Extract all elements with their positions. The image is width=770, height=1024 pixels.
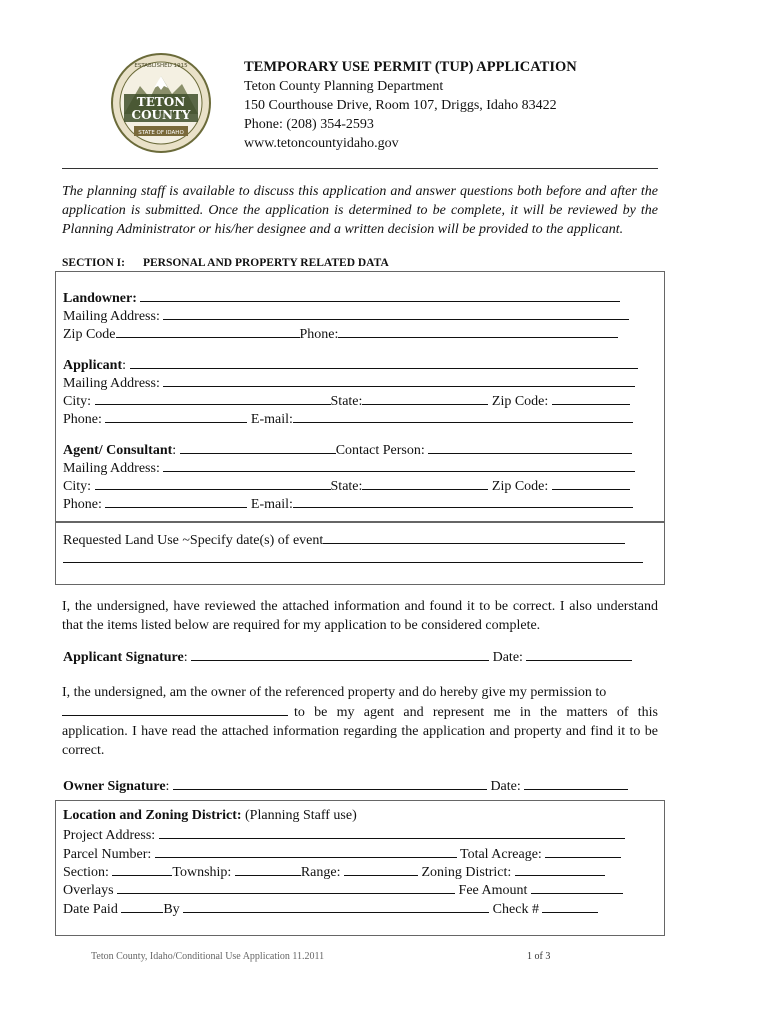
applicant-signature-colon: : <box>183 650 188 665</box>
landowner-label: Landowner: <box>63 291 137 306</box>
applicant-phone-label: Phone: <box>63 412 102 427</box>
applicant-mailing-label: Mailing Address: <box>63 376 160 391</box>
parcel-row <box>63 844 621 864</box>
header-divider <box>62 168 658 169</box>
landowner-mailing-label: Mailing Address: <box>63 309 160 324</box>
project-address-field[interactable] <box>159 825 625 839</box>
overlays-field[interactable] <box>117 880 455 894</box>
agent-state-field[interactable] <box>362 476 488 490</box>
intro-paragraph: The planning staff is available to discuss this application and answer questions both before and after the application is submitted. Once the application is determined to be complete, it will be reviewed by the Planning Administrator or his/her designee and a written decision will be provided to the applicant. <box>62 184 658 237</box>
agent-label: Agent/ Consultant <box>63 443 173 458</box>
date-paid-row <box>63 899 598 919</box>
applicant-signature-row <box>63 647 632 667</box>
applicant-state-field[interactable] <box>362 391 488 405</box>
owner-signature-row <box>63 776 628 796</box>
date-paid-field[interactable] <box>121 899 163 913</box>
by-field[interactable] <box>183 899 489 913</box>
applicant-zip-field[interactable] <box>552 391 630 405</box>
owner-date-label: Date: <box>490 779 521 794</box>
overlays-row <box>63 880 623 900</box>
zoning-title: Location and Zoning District: <box>63 808 242 823</box>
agent-name-field[interactable] <box>62 702 288 716</box>
section-number: SECTION I: <box>62 257 125 269</box>
landowner-zip-field[interactable] <box>116 324 300 338</box>
dept-address: 150 Courthouse Drive, Room 107, Driggs, Idaho 83422 <box>244 98 557 113</box>
agent-email-label: E-mail: <box>250 497 293 512</box>
zoning-district-label: Zoning District: <box>421 865 512 880</box>
range-field[interactable] <box>344 862 418 876</box>
applicant-state-label: State: <box>330 394 363 409</box>
agent-mailing-field[interactable] <box>163 458 635 472</box>
contact-person-field[interactable] <box>428 440 632 454</box>
applicant-label: Applicant <box>63 358 123 373</box>
applicant-phone-field[interactable] <box>105 409 247 423</box>
township-field[interactable] <box>235 862 301 876</box>
agent-mailing-label: Mailing Address: <box>63 461 160 476</box>
seal-state: STATE OF IDAHO <box>138 130 184 136</box>
landowner-phone-label: Phone: <box>299 327 339 342</box>
form-title: TEMPORARY USE PERMIT (TUP) APPLICATION <box>244 59 577 75</box>
project-address-row <box>63 825 625 845</box>
agent-mailing-row <box>63 458 635 478</box>
applicant-date-field[interactable] <box>526 647 632 661</box>
applicant-email-label: E-mail: <box>250 412 293 427</box>
overlays-label: Overlays <box>63 883 114 898</box>
dept-name: Teton County Planning Department <box>244 79 444 94</box>
footer-doc-id: Teton County, Idaho/Conditional Use Application 11.2011 <box>91 951 325 962</box>
letterhead <box>244 58 577 153</box>
landowner-zip-label: Zip Code <box>63 327 116 342</box>
agent-zip-label: Zip Code: <box>491 479 549 494</box>
section-label: Section: <box>63 865 109 880</box>
section-heading <box>62 257 389 269</box>
land-use-row <box>63 530 625 550</box>
owner-permission-line2-text: to be my agent and represent me in the matters of this <box>294 705 658 720</box>
landowner-mailing-row <box>63 306 629 326</box>
owner-permission-line1: I, the undersigned, am the owner of the referenced property and do hereby give my permission to <box>62 685 607 700</box>
teton-county-seal <box>110 52 212 154</box>
agent-row <box>63 440 632 460</box>
seal-name-2: COUNTY <box>131 108 191 122</box>
zoning-title-row <box>63 807 357 825</box>
landowner-zip-row <box>63 324 618 344</box>
applicant-colon: : <box>122 358 127 373</box>
owner-date-field[interactable] <box>524 776 628 790</box>
agent-colon: : <box>172 443 177 458</box>
owner-permission-line2 <box>62 702 658 722</box>
owner-permission-line3: application. I have read the attached information regarding the application and property and find it to be correct. <box>62 724 658 758</box>
applicant-signature-label: Applicant Signature <box>63 650 184 665</box>
parcel-label: Parcel Number: <box>63 847 152 862</box>
agent-state-label: State: <box>330 479 363 494</box>
fee-field[interactable] <box>531 880 623 894</box>
range-label: Range: <box>300 865 341 880</box>
dept-website: www.tetoncountyidaho.gov <box>244 136 399 151</box>
date-paid-label: Date Paid <box>63 902 118 917</box>
applicant-row <box>63 355 638 375</box>
applicant-date-label: Date: <box>492 650 523 665</box>
agent-city-label: City: <box>63 479 92 494</box>
by-label: By <box>163 902 180 917</box>
agent-zip-field[interactable] <box>552 476 630 490</box>
contact-person-label: Contact Person: <box>335 443 425 458</box>
agent-city-field[interactable] <box>95 476 331 490</box>
section-title: PERSONAL AND PROPERTY RELATED DATA <box>142 257 389 269</box>
acreage-label: Total Acreage: <box>460 847 542 862</box>
check-label: Check # <box>492 902 539 917</box>
agent-phone-field[interactable] <box>105 494 247 508</box>
applicant-city-label: City: <box>63 394 92 409</box>
applicant-field[interactable] <box>130 355 638 369</box>
zoning-district-field[interactable] <box>515 862 605 876</box>
land-use-field[interactable] <box>323 530 625 544</box>
owner-permission <box>62 683 658 760</box>
landowner-field[interactable] <box>140 288 620 302</box>
section-field[interactable] <box>112 862 172 876</box>
agent-field[interactable] <box>180 440 336 454</box>
land-use-row-2 <box>63 549 643 569</box>
seal-name-1: TETON <box>136 95 186 109</box>
landowner-row <box>63 288 620 308</box>
owner-signature-label: Owner Signature <box>63 779 166 794</box>
applicant-zip-label: Zip Code: <box>491 394 549 409</box>
dept-phone: Phone: (208) 354-2593 <box>244 117 374 132</box>
applicant-email-field[interactable] <box>293 409 633 423</box>
parcel-field[interactable] <box>155 844 457 858</box>
applicant-signature-field[interactable] <box>191 647 489 661</box>
applicant-mailing-field[interactable] <box>163 373 635 387</box>
landowner-mailing-field[interactable] <box>163 306 629 320</box>
applicant-city-row <box>63 391 630 411</box>
owner-signature-field[interactable] <box>173 776 487 790</box>
landowner-phone-field[interactable] <box>338 324 618 338</box>
zoning-note: (Planning Staff use) <box>245 808 357 823</box>
acreage-field[interactable] <box>545 844 621 858</box>
section-township-row <box>63 862 605 882</box>
applicant-mailing-row <box>63 373 635 393</box>
check-field[interactable] <box>542 899 598 913</box>
agent-phone-label: Phone: <box>63 497 102 512</box>
applicant-phone-row <box>63 409 633 429</box>
land-use-field-2[interactable] <box>63 549 643 563</box>
project-address-label: Project Address: <box>63 828 156 843</box>
fee-label: Fee Amount <box>458 883 528 898</box>
owner-signature-colon: : <box>165 779 170 794</box>
township-label: Township: <box>172 865 232 880</box>
agent-email-field[interactable] <box>293 494 633 508</box>
seal-established: ESTABLISHED 1915 <box>134 63 188 69</box>
applicant-city-field[interactable] <box>95 391 331 405</box>
certification-paragraph: I, the undersigned, have reviewed the attached information and found it to be correct. I also understand that the items listed below are required for my application to be considered complete. <box>62 599 658 633</box>
land-use-label: Requested Land Use ~Specify date(s) of event <box>63 533 324 548</box>
agent-city-row <box>63 476 630 496</box>
footer-page-number: 1 of 3 <box>527 951 551 962</box>
agent-phone-row <box>63 494 633 514</box>
